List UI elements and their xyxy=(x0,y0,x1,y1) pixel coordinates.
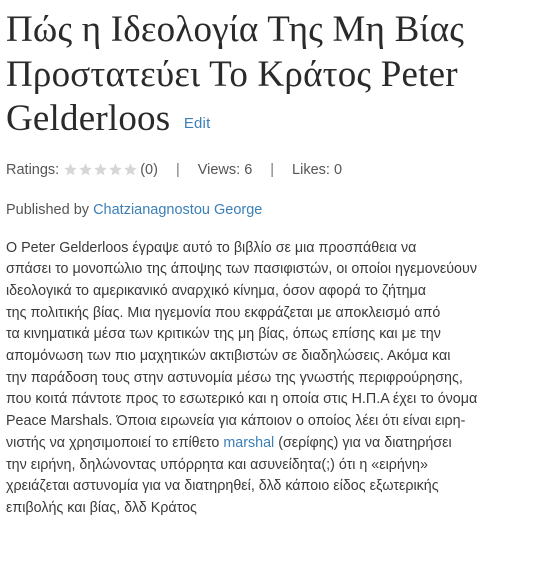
article-body xyxy=(6,238,535,520)
star-icon[interactable] xyxy=(108,162,123,177)
page-title xyxy=(6,8,535,147)
views-count: Views: 6 xyxy=(197,161,253,178)
meta-separator: | xyxy=(270,161,275,178)
title-line-1: Πώς η Ιδεολογία Της Μη Βίας xyxy=(6,9,465,50)
ratings-count: (0) xyxy=(140,161,158,178)
likes-count: Likes: 0 xyxy=(292,161,343,178)
body-line: την ειρήνη, δηλώνοντας υπόρρητα και ασυνείδητα(;) ότι η «ειρήνη» xyxy=(6,456,428,473)
published-prefix: Published by xyxy=(6,201,90,218)
term-marshal: marshal xyxy=(223,434,275,451)
title-line-2: Προστατεύει Το Κράτος Peter xyxy=(6,53,458,95)
body-line: χρειάζεται αστυνομία για να διατηρηθεί, δλδ κάποιο είδος εξωτερικής xyxy=(6,478,439,495)
body-line: την παράδοση τους στην αστυνομία μέσω της γνωστής περιφρούρησης, xyxy=(6,369,463,386)
edit-link[interactable]: Edit xyxy=(183,115,211,132)
article-meta xyxy=(6,159,535,181)
star-icon[interactable] xyxy=(123,162,138,177)
rating-stars[interactable] xyxy=(63,162,138,177)
title-line-3: Gelderloos xyxy=(6,98,171,139)
body-line: επιβολής και βίας, δλδ Κράτος xyxy=(6,499,197,516)
body-line: τα κινηματικά μέσα των κριτικών της μη βίας, όπως επίσης και με την xyxy=(6,326,441,343)
body-line: Peace Marshals. Όποια ειρωνεία για κάποιον ο οποίος λέει ότι είναι ειρη- xyxy=(6,413,466,430)
ratings-label: Ratings: xyxy=(6,161,60,178)
body-line: σπάσει το μονοπώλιο της άποψης των πασιφιστών, οι οποίοι ηγεμονεύουν xyxy=(6,261,477,278)
star-icon[interactable] xyxy=(63,162,78,177)
body-line-part: νιστής να χρησιμοποιεί το επίθετο xyxy=(6,434,220,451)
published-by xyxy=(6,202,535,218)
star-icon[interactable] xyxy=(78,162,93,177)
body-line: απομόνωση των πιο μαχητικών ακτιβιστών σε διαδηλώσεις. Ακόμα και xyxy=(6,348,451,365)
star-icon[interactable] xyxy=(93,162,108,177)
body-line-part: (σερίφης) για να διατηρήσει xyxy=(278,434,452,451)
body-line: Ο Peter Gelderloos έγραψε αυτό το βιβλίο σε μια προσπάθεια να xyxy=(6,239,417,256)
body-line-with-term xyxy=(6,433,533,455)
author-link[interactable]: Chatzianagnostou George xyxy=(93,201,263,218)
body-line: που κοιτά πάντοτε προς το εσωτερικό και η οποία στις Η.Π.Α έχει το όνομα xyxy=(6,391,478,408)
meta-separator: | xyxy=(175,161,180,178)
body-line: της πολιτικής βίας. Μια ηγεμονία που εκφράζεται με αποκλεισμό από xyxy=(6,304,441,321)
body-line: ιδεολογικά το αμερικανικό αναρχικό κίνημα, όσον αφορά το ζήτημα xyxy=(6,282,427,299)
